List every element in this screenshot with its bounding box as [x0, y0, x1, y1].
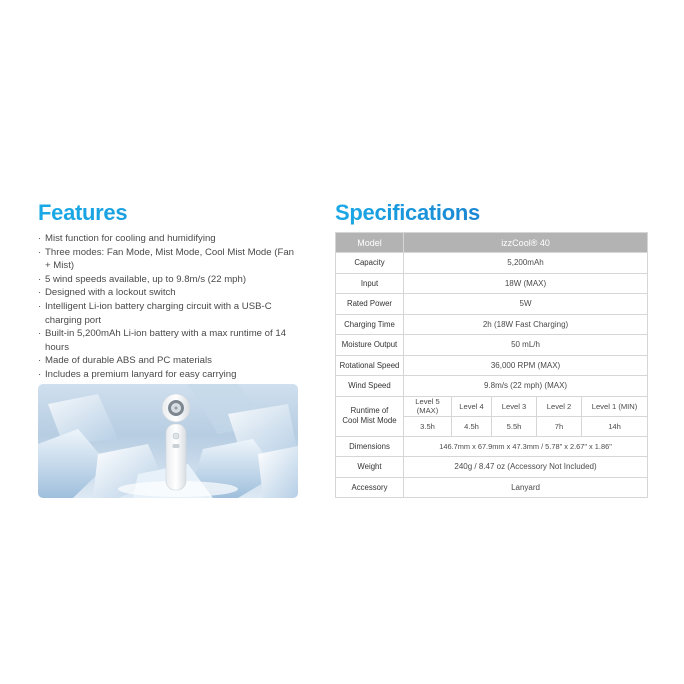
spec-value: 5,200mAh	[404, 253, 648, 274]
spec-label: Accessory	[336, 477, 404, 498]
spec-value: Lanyard	[404, 477, 648, 498]
spec-value: 146.7mm x 67.9mm x 47.3mm / 5.78" x 2.67" x 1.86"	[404, 436, 648, 457]
model-label: Model	[336, 233, 404, 253]
spec-value: 2h (18W Fast Charging)	[404, 314, 648, 335]
feature-item: · Made of durable ABS and PC materials	[38, 354, 300, 368]
spec-value: 5W	[404, 294, 648, 315]
feature-item: · Includes a premium lanyard for easy carrying	[38, 368, 300, 382]
table-row	[336, 396, 648, 416]
runtime-label-line2: Cool Mist Mode	[342, 416, 397, 425]
spec-label: Capacity	[336, 253, 404, 274]
features-title: Features	[38, 200, 300, 226]
spec-value: 18W (MAX)	[404, 273, 648, 294]
runtime-level: Level 3	[492, 396, 537, 416]
spec-value: 50 mL/h	[404, 335, 648, 356]
runtime-hours: 7h	[537, 416, 582, 436]
runtime-hours: 4.5h	[452, 416, 492, 436]
runtime-hours: 3.5h	[404, 416, 452, 436]
spec-label: Input	[336, 273, 404, 294]
spec-label: Weight	[336, 457, 404, 478]
runtime-level: Level 5 (MAX)	[404, 396, 452, 416]
features-list	[38, 232, 300, 382]
features-section	[38, 200, 300, 382]
table-row	[336, 294, 648, 315]
specifications-section	[335, 200, 647, 498]
feature-item: · Three modes: Fan Mode, Mist Mode, Cool Mist Mode (Fan + Mist)	[38, 246, 300, 273]
table-row	[336, 233, 648, 253]
table-row	[336, 355, 648, 376]
spec-value: 36,000 RPM (MAX)	[404, 355, 648, 376]
spec-label: Charging Time	[336, 314, 404, 335]
feature-item: · Built-in 5,200mAh Li-ion battery with a max runtime of 14 hours	[38, 327, 300, 354]
table-row	[336, 376, 648, 397]
runtime-level: Level 2	[537, 396, 582, 416]
spec-label: Rated Power	[336, 294, 404, 315]
runtime-hours: 5.5h	[492, 416, 537, 436]
specifications-table	[335, 232, 648, 498]
table-row	[336, 335, 648, 356]
feature-item: · Intelligent Li-ion battery charging circuit with a USB-C charging port	[38, 300, 300, 327]
runtime-level: Level 4	[452, 396, 492, 416]
runtime-label	[336, 396, 404, 436]
spec-value: 240g / 8.47 oz (Accessory Not Included)	[404, 457, 648, 478]
runtime-hours: 14h	[582, 416, 648, 436]
spec-label: Wind Speed	[336, 376, 404, 397]
table-row	[336, 477, 648, 498]
feature-item: · Mist function for cooling and humidifying	[38, 232, 300, 246]
table-row	[336, 436, 648, 457]
spec-label: Rotational Speed	[336, 355, 404, 376]
product-photo	[38, 384, 298, 498]
table-row	[336, 457, 648, 478]
fan-on-ice-illustration	[38, 384, 298, 498]
runtime-label-line1: Runtime of	[350, 406, 389, 415]
spec-label: Moisture Output	[336, 335, 404, 356]
model-value: izzCool® 40	[404, 233, 648, 253]
runtime-level: Level 1 (MIN)	[582, 396, 648, 416]
spec-label: Dimensions	[336, 436, 404, 457]
specifications-title: Specifications	[335, 200, 647, 226]
feature-item: · 5 wind speeds available, up to 9.8m/s (22 mph)	[38, 273, 300, 287]
spec-value: 9.8m/s (22 mph) (MAX)	[404, 376, 648, 397]
feature-item: · Designed with a lockout switch	[38, 286, 300, 300]
table-row	[336, 253, 648, 274]
table-row	[336, 273, 648, 294]
table-row	[336, 314, 648, 335]
